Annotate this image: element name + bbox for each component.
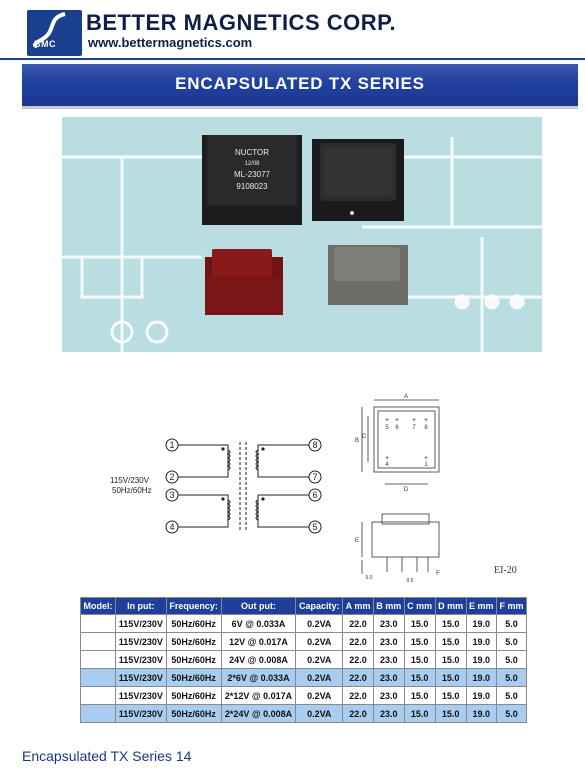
cell-a: 22.0 (343, 687, 374, 705)
header-f-mm: F mm (497, 598, 527, 615)
header-model: Model: (81, 598, 116, 615)
dim-pin-5: 5 (385, 425, 389, 431)
cell-b: 23.0 (373, 615, 404, 633)
dim-mark-5-0: 5.0 (365, 575, 373, 581)
header-e-mm: E mm (466, 598, 496, 615)
table-row (81, 651, 527, 669)
dim-letter-a: A (403, 394, 409, 400)
cell-input: 115V/230V (116, 687, 167, 705)
cell-c: 15.0 (404, 687, 435, 705)
header-input: In put: (116, 598, 167, 615)
cell-d: 15.0 (435, 615, 466, 633)
dim-pin-4: 4 (385, 462, 389, 468)
pin-4-label: 4 (169, 522, 175, 532)
table-row (81, 633, 527, 651)
cell-a: 22.0 (343, 633, 374, 651)
cell-output: 12V @ 0.017A (221, 633, 296, 651)
dim-letter-b: B (354, 438, 360, 444)
series-title: ENCAPSULATED TX SERIES (175, 74, 425, 93)
dim-letter-d: D (403, 487, 409, 493)
cell-output: 24V @ 0.008A (221, 651, 296, 669)
model-code: EI-20 (494, 565, 517, 576)
cell-b: 23.0 (373, 687, 404, 705)
cell-frequency: 50Hz/60Hz (166, 615, 221, 633)
header-divider (0, 58, 585, 60)
pin-5-label: 5 (312, 522, 318, 532)
cell-frequency: 50Hz/60Hz (166, 669, 221, 687)
cell-e: 19.0 (466, 687, 496, 705)
cell-model (81, 687, 116, 705)
cell-a: 22.0 (343, 615, 374, 633)
cell-capacity: 0.2VA (296, 633, 343, 651)
dim-letter-c: C (361, 434, 367, 440)
cell-b: 23.0 (373, 651, 404, 669)
cell-e: 19.0 (466, 705, 496, 723)
dim-pin-8: 8 (424, 425, 428, 431)
cell-f: 5.0 (497, 705, 527, 723)
dim-pin-1: 1 (424, 462, 428, 468)
cell-model (81, 669, 116, 687)
cell-capacity: 0.2VA (296, 687, 343, 705)
cell-model (81, 651, 116, 669)
company-name: BETTER MAGNETICS CORP. (86, 10, 397, 35)
svg-text:+: + (423, 455, 429, 462)
cell-frequency: 50Hz/60Hz (166, 687, 221, 705)
cell-capacity: 0.2VA (296, 651, 343, 669)
dimension-drawing (342, 392, 537, 597)
cell-e: 19.0 (466, 615, 496, 633)
cell-model (81, 633, 116, 651)
dim-pin-6: 6 (395, 425, 399, 431)
logo-swoosh-icon (27, 10, 82, 56)
cell-frequency: 50Hz/60Hz (166, 705, 221, 723)
pin-3-label: 3 (169, 490, 175, 500)
table-row (81, 669, 527, 687)
cell-c: 15.0 (404, 633, 435, 651)
pin-1-label: 1 (169, 440, 175, 450)
cell-d: 15.0 (435, 651, 466, 669)
spec-table-header-row (81, 598, 527, 615)
input-frequency-label: 50Hz/60Hz (112, 486, 152, 495)
svg-text:+: + (384, 455, 390, 462)
cell-d: 15.0 (435, 633, 466, 651)
product-photo-art (62, 117, 542, 352)
cell-model (81, 615, 116, 633)
svg-text:+: + (384, 417, 390, 424)
cell-b: 23.0 (373, 669, 404, 687)
cell-d: 15.0 (435, 705, 466, 723)
cell-input: 115V/230V (116, 669, 167, 687)
dim-pin-7: 7 (412, 425, 416, 431)
cell-output: 6V @ 0.033A (221, 615, 296, 633)
svg-text:+: + (423, 417, 429, 424)
cell-f: 5.0 (497, 651, 527, 669)
photo-label-line-2: 12/08 (244, 161, 260, 167)
header-d-mm: D mm (435, 598, 466, 615)
cell-f: 5.0 (497, 687, 527, 705)
cell-d: 15.0 (435, 687, 466, 705)
cell-capacity: 0.2VA (296, 705, 343, 723)
cell-e: 19.0 (466, 651, 496, 669)
wiring-schematic (110, 430, 330, 545)
table-row (81, 705, 527, 723)
cell-c: 15.0 (404, 669, 435, 687)
cell-input: 115V/230V (116, 615, 167, 633)
pin-7-label: 7 (312, 472, 318, 482)
pin-8-label: 8 (312, 440, 318, 450)
product-photo (62, 117, 542, 352)
spec-table (80, 597, 527, 723)
dim-letter-e: E (354, 538, 360, 544)
cell-output: 2*12V @ 0.017A (221, 687, 296, 705)
cell-e: 19.0 (466, 633, 496, 651)
photo-label-line-3: ML-23077 (233, 170, 271, 179)
cell-c: 15.0 (404, 651, 435, 669)
header-a-mm: A mm (343, 598, 374, 615)
svg-text:+: + (411, 417, 417, 424)
input-voltage-label: 115V/230V (110, 476, 149, 485)
cell-a: 22.0 (343, 669, 374, 687)
pin-6-label: 6 (312, 490, 318, 500)
cell-output: 2*24V @ 0.008A (221, 705, 296, 723)
schematic-drawing (110, 430, 330, 540)
cell-f: 5.0 (497, 615, 527, 633)
photo-label-line-1: NUCTOR (234, 148, 270, 157)
dimension-drawing-art (342, 392, 537, 592)
svg-text:+: + (394, 417, 400, 424)
page-footer: Encapsulated TX Series 14 (22, 748, 192, 764)
header-b-mm: B mm (373, 598, 404, 615)
dim-letter-f: F (436, 571, 440, 577)
table-row (81, 687, 527, 705)
cell-c: 15.0 (404, 705, 435, 723)
cell-c: 15.0 (404, 615, 435, 633)
cell-a: 22.0 (343, 705, 374, 723)
logo-text: BMC (34, 39, 56, 49)
cell-capacity: 0.2VA (296, 669, 343, 687)
cell-f: 5.0 (497, 633, 527, 651)
cell-input: 115V/230V (116, 651, 167, 669)
cell-d: 15.0 (435, 669, 466, 687)
photo-label-line-4: 9108023 (236, 182, 268, 191)
pin-2-label: 2 (169, 472, 175, 482)
cell-e: 19.0 (466, 669, 496, 687)
cell-output: 2*6V @ 0.033A (221, 669, 296, 687)
cell-capacity: 0.2VA (296, 615, 343, 633)
cell-b: 23.0 (373, 633, 404, 651)
table-row (81, 615, 527, 633)
cell-f: 5.0 (497, 669, 527, 687)
header-output: Out put: (221, 598, 296, 615)
dim-mark-0-5: 0.5 (406, 578, 414, 584)
cell-b: 23.0 (373, 705, 404, 723)
header-frequency: Frequency: (166, 598, 221, 615)
cell-frequency: 50Hz/60Hz (166, 633, 221, 651)
cell-a: 22.0 (343, 651, 374, 669)
cell-input: 115V/230V (116, 633, 167, 651)
cell-model (81, 705, 116, 723)
company-website: www.bettermagnetics.com (88, 35, 253, 50)
cell-input: 115V/230V (116, 705, 167, 723)
company-logo (27, 10, 82, 56)
header-capacity: Capacity: (296, 598, 343, 615)
cell-frequency: 50Hz/60Hz (166, 651, 221, 669)
header-c-mm: C mm (404, 598, 435, 615)
